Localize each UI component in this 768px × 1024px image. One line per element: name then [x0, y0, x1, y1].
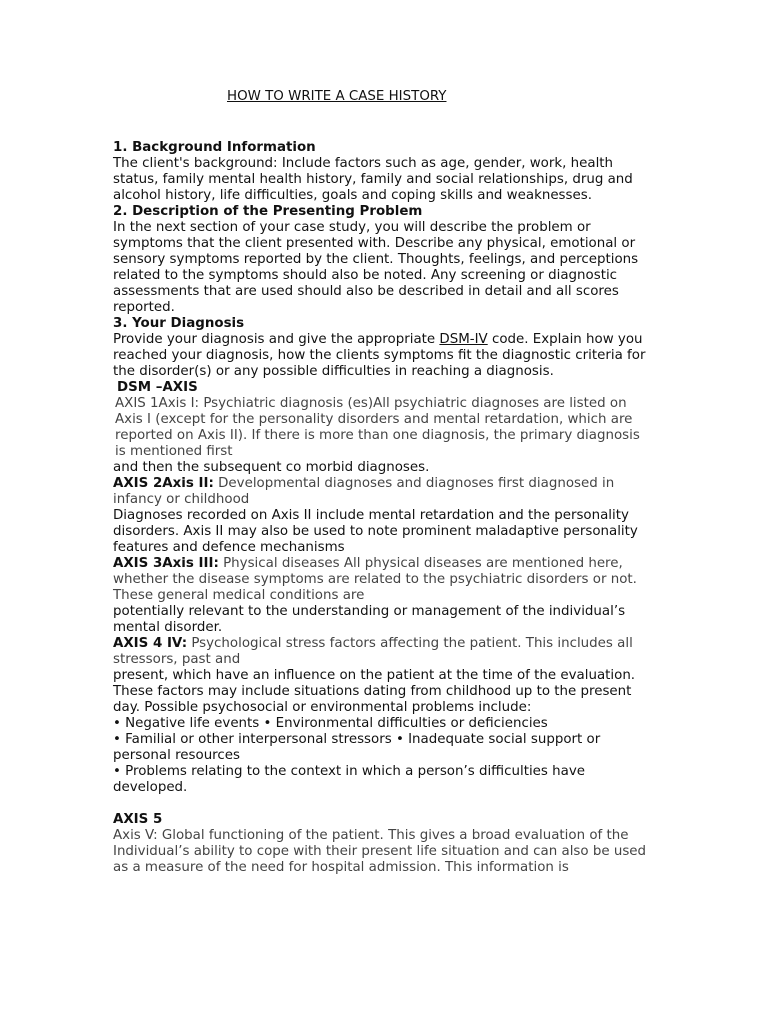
section-1-body: The client's background: Include factors such as age, gender, work, health status, family mental health history, family and social relationships, drug and alcohol history, life difficulties, goals and coping skills and weaknesses.: [113, 156, 633, 203]
section-3-body-start: Provide your diagnosis and give the appropriate: [113, 332, 440, 347]
dsm-axis-heading: DSM –AXIS: [117, 380, 198, 395]
dsm-iv-link[interactable]: DSM-IV: [439, 332, 488, 347]
axis-4-label: AXIS 4 IV:: [113, 636, 188, 651]
axis-4-bullet-1: • Negative life events • Environmental difficulties or deficiencies: [113, 716, 548, 731]
axis-1-text: AXIS 1Axis I: Psychiatric diagnosis (es)All psychiatric diagnoses are listed on Axis I (except for the personality disorders and mental retardation, which are reported on Axis II). If there is more than one diagnosis, the primary diagnosis is mentioned first: [115, 396, 640, 459]
section-3-body: [113, 332, 653, 380]
document-page: [113, 86, 653, 876]
section-1-heading: 1. Background Information: [113, 140, 316, 155]
axis-4-bullet-2: • Familial or other interpersonal stressors • Inadequate social support or personal resources: [113, 732, 601, 763]
axis-4-bullet-3: • Problems relating to the context in which a person’s difficulties have developed.: [113, 764, 585, 795]
section-3-heading: 3. Your Diagnosis: [113, 316, 245, 331]
axis-5-text: Axis V: Global functioning of the patient. This gives a broad evaluation of the Individual’s ability to cope with their present life situation and can also be used as a measure of the need for hospital admission. This information is: [113, 828, 647, 875]
paragraph-spacer: [113, 796, 653, 812]
axis-2-text: Developmental diagnoses and diagnoses first diagnosed in infancy or childhood: [113, 476, 615, 507]
axis-1-continuation: and then the subsequent co morbid diagnoses.: [113, 460, 430, 475]
document-title: HOW TO WRITE A CASE HISTORY: [227, 89, 447, 104]
section-2-heading: 2. Description of the Presenting Problem: [113, 204, 423, 219]
axis-3-text: Physical diseases All physical diseases are mentioned here, whether the disease symptoms are related to the psychiatric disorders or not. These general medical conditions are: [113, 556, 637, 603]
axis-3-paragraph: [113, 556, 653, 604]
section-2-body: In the next section of your case study, you will describe the problem or symptoms that the client presented with. Describe any physical, emotional or sensory symptoms reported by the client. Thoughts, feelings, and perceptions related to the symptoms should also be noted. Any screening or diagnostic assessments that are used should also be described in detail and all scores reported.: [113, 220, 639, 315]
axis-2-continuation: Diagnoses recorded on Axis II include mental retardation and the personality disorders. Axis II may also be used to note prominent maladaptive personality features and defence mechanisms: [113, 508, 638, 555]
axis-5-heading: AXIS 5: [113, 812, 163, 827]
axis-2-label: AXIS 2Axis II:: [113, 476, 214, 491]
axis-4-text: Psychological stress factors affecting the patient. This includes all stressors, past and: [113, 636, 633, 667]
axis-4-continuation: present, which have an influence on the patient at the time of the evaluation. These factors may include situations dating from childhood up to the present day. Possible psychosocial or environmental problems include:: [113, 668, 636, 715]
axis-4-paragraph: [113, 636, 653, 668]
axis-2-paragraph: [113, 476, 653, 508]
axis-3-continuation: potentially relevant to the understanding or management of the individual’s mental disorder.: [113, 604, 626, 635]
axis-3-label: AXIS 3Axis III:: [113, 556, 219, 571]
section-3-body-end: code. Explain how you reached your diagnosis, how the clients symptoms fit the diagnostic criteria for the disorder(s) or any possible difficulties in reaching a diagnosis.: [113, 332, 646, 379]
